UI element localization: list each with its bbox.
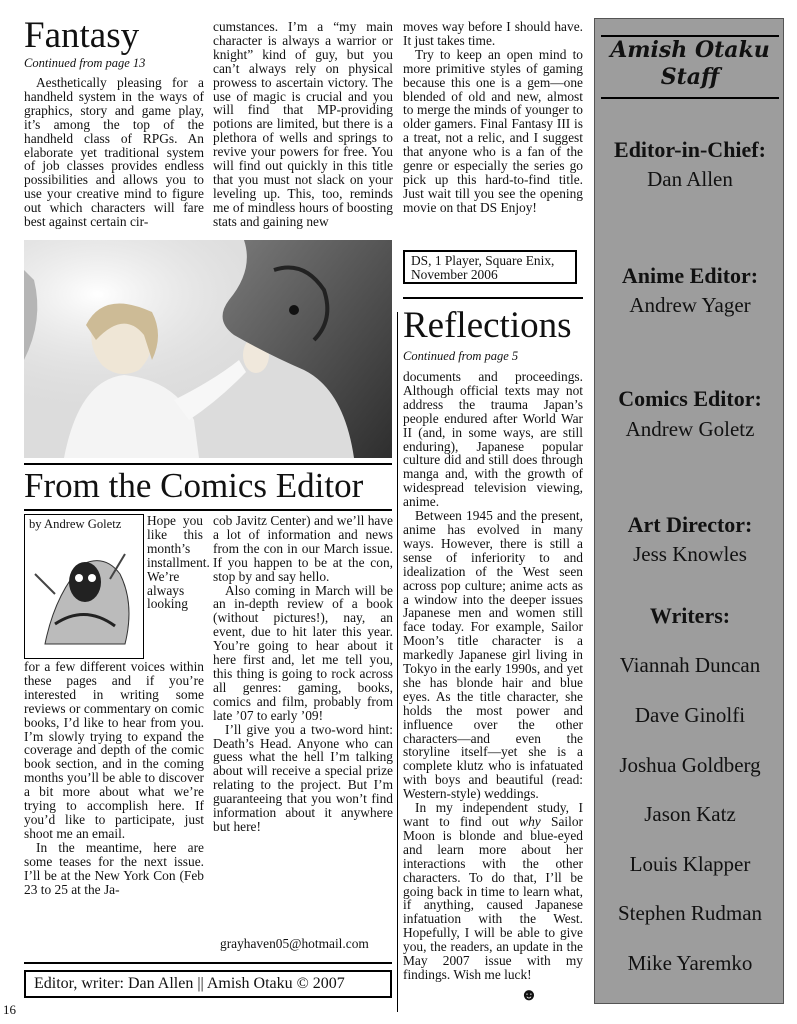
comics-byline-box xyxy=(24,514,144,659)
writer-name: Jason Katz xyxy=(644,802,736,826)
deaths-head-illustration xyxy=(25,534,141,654)
comics-col2 xyxy=(213,514,393,834)
name-comics-editor: Andrew Goletz xyxy=(625,417,755,441)
reflections-top-rule xyxy=(403,297,583,299)
reflections-continued: Continued from page 5 xyxy=(403,349,519,363)
footer-credit: Editor, writer: Dan Allen || Amish Otaku © 2007 xyxy=(24,970,392,998)
fantasy-col1: Aesthetically pleasing for a handheld system in the ways of graphics, story and game play, it’s among the top of the handheld class of RPGs. An elaborate yet traditional system of job classes provides endless possibilities and allows you to use your creative mind to figure out which characters will fare best against certain cir- xyxy=(24,75,204,230)
role-anime-editor: Anime Editor: xyxy=(621,263,759,288)
writer-name: Dave Ginolfi xyxy=(634,703,746,727)
staff-title: Amish Otaku Staff xyxy=(601,35,779,99)
role-art-director: Art Director: xyxy=(627,512,753,537)
comics-title-rule xyxy=(24,509,392,511)
writer-name: Viannah Duncan xyxy=(619,653,761,677)
comics-col2-p1: cob Javitz Center) and we’ll have a lot of information and news from the con in our March issue. If you happen to be at the con, stop by and say hello. xyxy=(213,513,393,584)
comics-col2-p2: Also coming in March will be an in-depth review of a book (without pictures!), nay, an event, due to hit later this year. You’re going to hear about it here first and, let me tell you, this thing is going to rock across all genres: gaming, books, comics and film, probably from late ’07 to early ’09! xyxy=(213,582,393,723)
reflections-p3: In my independent study, I want to find out why Sailor Moon is blonde and blue-eyed and learn more about her interactions with the other characters. To do that, I’ll be going back in time to learn what, if anything, caused Japanese infatuation with the West. Hopefully, I will be able to give you, the readers, an update in the May 2007 issue with my findings. Wish me luck! xyxy=(403,800,583,982)
comics-byline: by Andrew Goletz xyxy=(29,517,122,531)
reflections-column-rule xyxy=(397,312,398,1012)
reflections-body xyxy=(403,370,583,982)
role-editor-in-chief: Editor-in-Chief: xyxy=(614,137,766,162)
chibi-doodle-icon: ☻ xyxy=(520,985,538,1004)
comics-col2-p3: I’ll give you a two-word hint: Death’s Head. Anyone who can guess what the hell I’m talking about will receive a special prize relating to the project. But I’m guaranteeing that you won’t find information about it anywhere but here! xyxy=(213,721,393,834)
comics-title: From the Comics Editor xyxy=(24,466,364,505)
name-editor-in-chief: Dan Allen xyxy=(647,167,733,191)
comics-col1-p1: for a few different voices within these pages and if you’re interested in writing some reviews or commentary on comic books, I’d like to hear from you. I’m slowly trying to expand the coverage and depth of the comic book section, and in the coming months you’ll be able to discover a bit more about what we’re trying to accomplish here. If you’d like to participate, just shoot me an email. xyxy=(24,659,204,841)
fantasy-col3 xyxy=(403,20,583,215)
comics-wrap-text: Hope you like this month’s installment. We’re always looking xyxy=(147,513,210,612)
staff-sidebar xyxy=(594,18,784,1004)
fantasy-col3-p1: moves way before I should have. It just takes time. xyxy=(403,19,583,48)
comics-col1-p2: In the meantime, here are some teases for the next issue. I’ll be at the New York Con (Feb 23 to 25 at the Ja- xyxy=(24,839,204,897)
reflections-title: Reflections xyxy=(403,305,572,346)
writer-name: Joshua Goldberg xyxy=(619,753,761,777)
reflections-p2: Between 1945 and the present, anime has evolved in many ways. However, there is still a sense of inferiority to and idealization of the West seen across pop culture; anime acts as a window into the deeper issues Japanese men and women still face today. For example, Sailor Moon’s title character is a markedly Japanese girl living in Tokyo in the early 1990s, and yet she has blonde hair and blue eyes. As the title character, she holds the most power and influence over the other characters—and even the storyline itself—yet she is a complete klutz who is infatuated with boys and beautiful (read: Western-style) weddings. xyxy=(403,508,583,802)
fantasy-col2: cumstances. I’m a “my main character is always a warrior or knight” kind of guy, but you can’t always rely on physical prowess to ascertain victory. The use of magic is crucial and you will find that MP-providing potions are limited, but there is a plethora of wells and springs to revive your powers for free. You will find out quickly in this title that you must not slack on your leveling up. This, too, reminds me of mindless hours of boosting stats and gaining new xyxy=(213,19,393,229)
comics-top-rule xyxy=(24,463,392,465)
name-art-director: Jess Knowles xyxy=(633,542,747,566)
fantasy-continued: Continued from page 13 xyxy=(24,56,146,70)
fantasy-info-box: DS, 1 Player, Square Enix, November 2006 xyxy=(403,250,577,284)
reflections-p1: documents and proceedings. Although official texts may not address the trauma Japan’s people endured after World War II (and, in some ways, are still enduring), Japanese popular culture did and still does through manga and, with the growth of widespread television viewing, anime. xyxy=(403,369,583,510)
footer-top-rule xyxy=(24,962,392,964)
fantasy-col3-p2: Try to keep an open mind to more primitive styles of gaming because this one is a gem—one blended of old and new, almost to merge the minds of younger to older gamers. Final Fantasy III is a treat, not a relic, and I suggest that anyone who is a fan of the genre or especially the series go pick up this hard-to-find title. Just wait till you see the opening movie on that DS Enjoy! xyxy=(403,46,583,215)
writers-label: Writers: xyxy=(649,603,731,628)
fantasy-title: Fantasy xyxy=(24,15,140,56)
comics-col1 xyxy=(24,660,204,896)
writer-name: Mike Yaremko xyxy=(627,951,753,975)
name-anime-editor: Andrew Yager xyxy=(629,293,751,317)
comics-email: grayhaven05@hotmail.com xyxy=(220,936,369,951)
writer-name: Stephen Rudman xyxy=(617,901,763,925)
fantasy-screenshot-image xyxy=(24,240,392,458)
writer-name: Louis Klapper xyxy=(629,852,751,876)
page-number: 16 xyxy=(3,1002,16,1017)
role-comics-editor: Comics Editor: xyxy=(618,386,762,411)
